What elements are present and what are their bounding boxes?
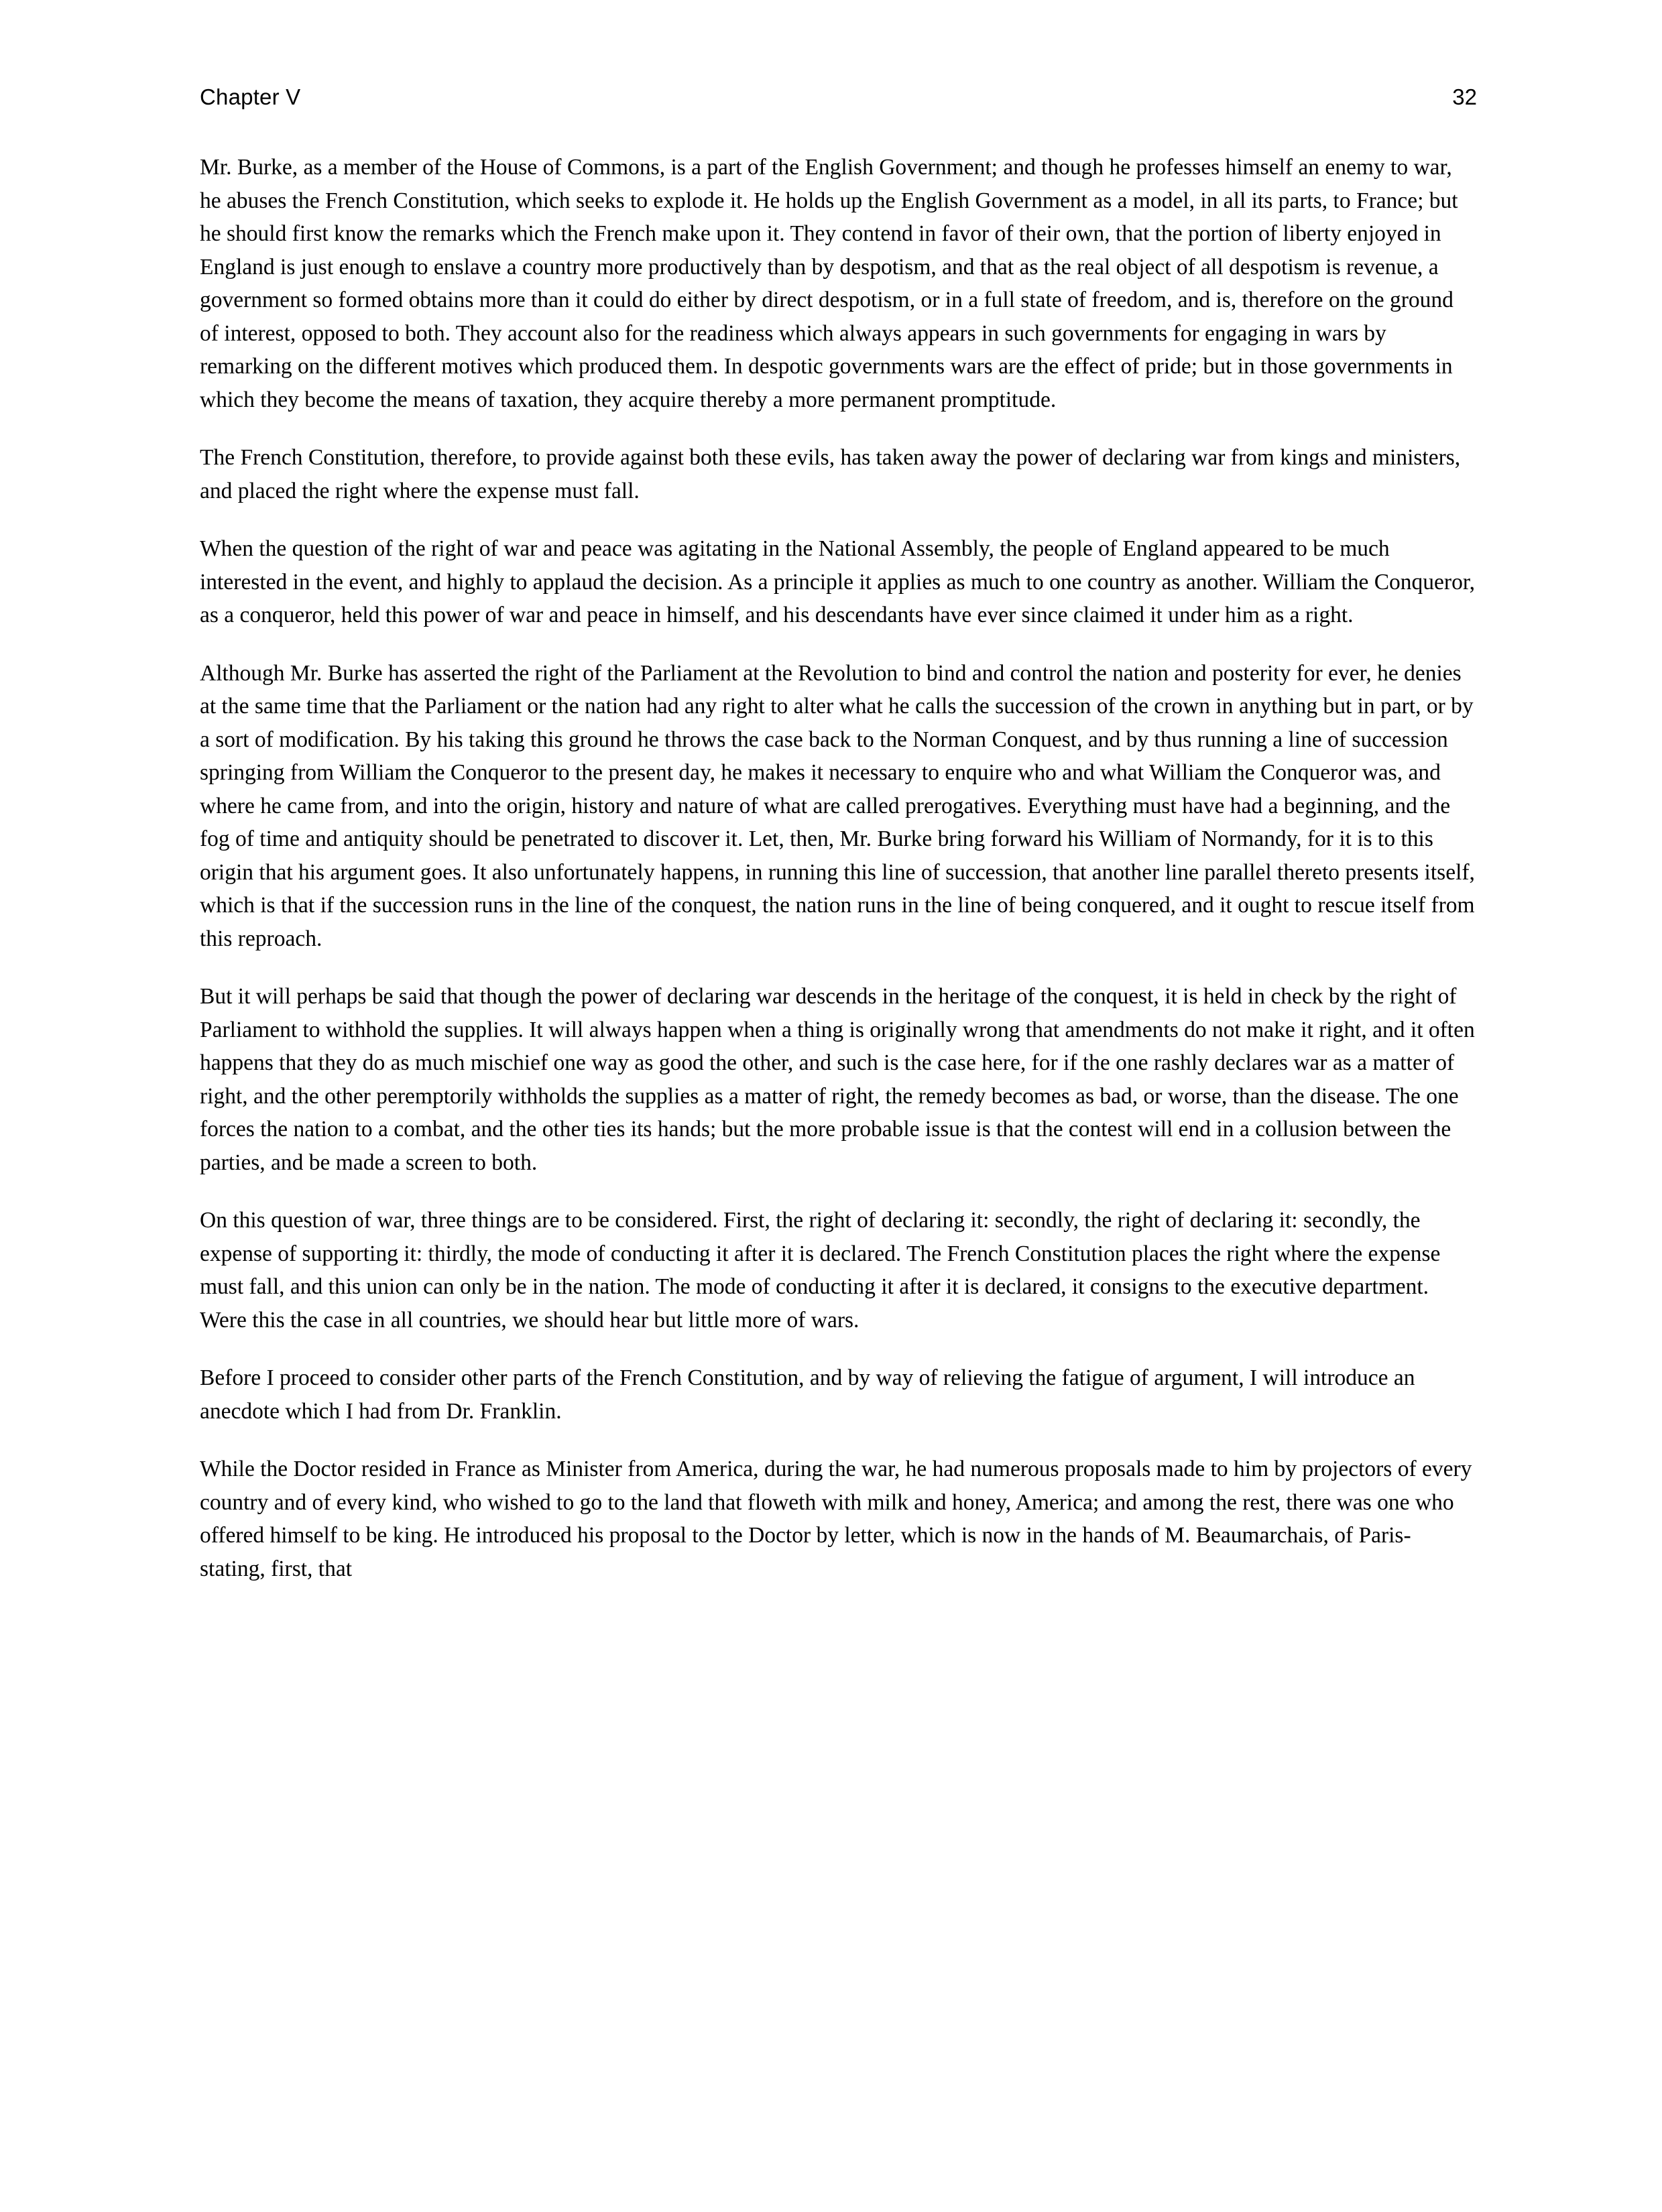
body-text xyxy=(200,151,1477,1585)
page-header xyxy=(200,86,1477,108)
paragraph: Before I proceed to consider other parts of the French Constitution, and by way of relieving the fatigue of argument, I will introduce an anecdote which I had from Dr. Franklin. xyxy=(200,1365,1415,1424)
chapter-title: Chapter V xyxy=(200,84,301,109)
paragraph: But it will perhaps be said that though the power of declaring war descends in the heritage of the conquest, it is held in check by the right of Parliament to withhold the supplies. It will always happen when a thing is originally wrong that amendments do not make it right, and it often happens that they do as much mischief one way as good the other, and such is the case here, for if the one rashly declares war as a matter of right, and the other peremptorily withholds the supplies as a matter of right, the remedy becomes as bad, or worse, than the disease. The one forces the nation to a combat, and the other ties its hands; but the more probable issue is that the contest will end in a collusion between the parties, and be made a screen to both. xyxy=(200,984,1475,1175)
paragraph: Although Mr. Burke has asserted the right of the Parliament at the Revolution to bind and control the nation and posterity for ever, he denies at the same time that the Parliament or the nation had any right to alter what he calls the succession of the crown in anything but in part, or by a sort of modification. By his taking this ground he throws the case back to the Norman Conquest, and by thus running a line of succession springing from William the Conqueror to the present day, he makes it necessary to enquire who and what William the Conqueror was, and where he came from, and into the origin, history and nature of what are called prerogatives. Everything must have had a beginning, and the fog of time and antiquity should be penetrated to discover it. Let, then, Mr. Burke bring forward his William of Normandy, for it is to this origin that his argument goes. It also unfortunately happens, in running this line of succession, that another line parallel thereto presents itself, which is that if the succession runs in the line of the conquest, the nation runs in the line of being conquered, and it ought to rescue itself from this reproach. xyxy=(200,660,1475,951)
paragraph: On this question of war, three things are to be considered. First, the right of declaring it: secondly, the right of declaring it: secondly, the expense of supporting it: thirdly, the mode of conducting it after it is declared. The French Constitution places the right where the expense must fall, and this union can only be in the nation. The mode of conducting it after it is declared, it consigns to the executive department. Were this the case in all countries, we should hear but little more of wars. xyxy=(200,1208,1441,1333)
paragraph: When the question of the right of war and peace was agitating in the National Assembly, the people of England appeared to be much interested in the event, and highly to applaud the decision. As a principle it applies as much to one country as another. William the Conqueror, as a conqueror, held this power of war and peace in himself, and his descendants have ever since claimed it under him as a right. xyxy=(200,536,1476,627)
page-content xyxy=(200,86,1477,1585)
paragraph: Mr. Burke, as a member of the House of Commons, is a part of the English Government; and though he professes himself an enemy to war, he abuses the French Constitution, which seeks to explode it. He holds up the English Government as a model, in all its parts, to France; but he should first know the remarks which the French make upon it. They contend in favor of their own, that the portion of liberty enjoyed in England is just enough to enslave a country more productively than by despotism, and that as the real object of all despotism is revenue, a government so formed obtains more than it could do either by direct despotism, or in a full state of freedom, and is, therefore on the ground of interest, opposed to both. They account also for the readiness which always appears in such governments for engaging in wars by remarking on the different motives which produced them. In despotic governments wars are the effect of pride; but in those governments in which they become the means of taxation, they acquire thereby a more permanent promptitude. xyxy=(200,155,1458,412)
paragraph: While the Doctor resided in France as Minister from America, during the war, he had numerous proposals made to him by projectors of every country and of every kind, who wished to go to the land that floweth with milk and honey, America; and among the rest, there was one who offered himself to be king. He introduced his proposal to the Doctor by letter, which is now in the hands of M. Beaumarchais, of Paris- stating, first, that xyxy=(200,1457,1472,1581)
page-number: 32 xyxy=(1452,84,1477,109)
paragraph: The French Constitution, therefore, to provide against both these evils, has taken away the power of declaring war from kings and ministers, and placed the right where the expense must fall. xyxy=(200,445,1461,503)
